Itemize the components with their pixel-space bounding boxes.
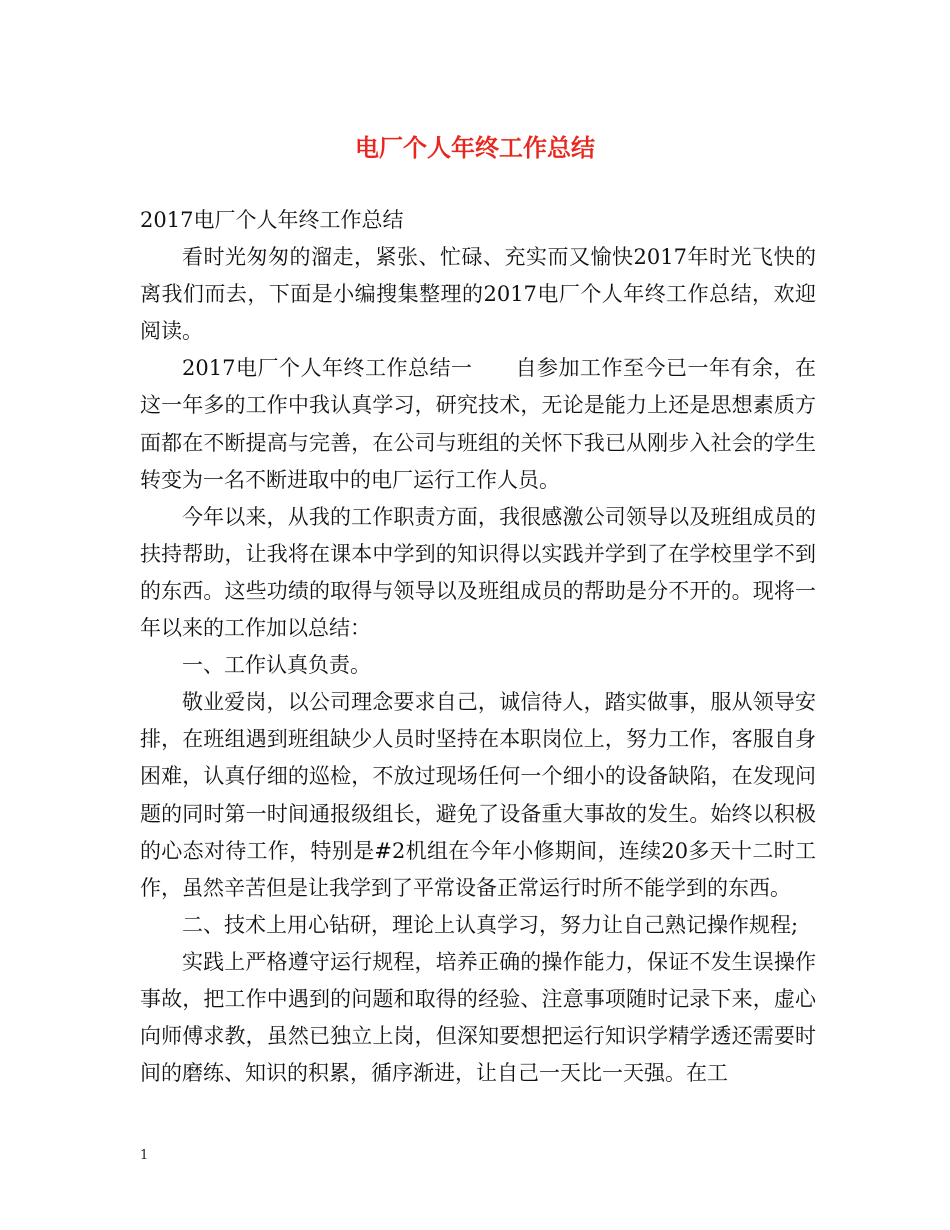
document-body bbox=[140, 202, 816, 1092]
paragraph-summary-one: 2017电厂个人年终工作总结一 自参加工作至今已一年有余，在这一年多的工作中我认真学习，研究技术，无论是能力上还是思想素质方面都在不断提高与完善，在公司与班组的关怀下我已从刚步入社会的学生转变为一名不断进取中的电厂运行工作人员。 bbox=[140, 356, 816, 492]
page-number: 1 bbox=[140, 1148, 149, 1163]
section-heading-one: 一、工作认真负责。 bbox=[182, 653, 371, 678]
paragraph-practice: 实践上严格遵守运行规程，培养正确的操作能力，保证不发生误操作事故，把工作中遇到的问题和取得的经验、注意事项随时记录下来，虚心向师傅求教，虽然已独立上岗，但深知要想把运行知识学精学透还需要时间的磨练、知识的积累，循序渐进，让自己一天比一天强。在工 bbox=[140, 949, 816, 1086]
paragraph-subtitle: 2017电厂个人年终工作总结 bbox=[140, 208, 404, 232]
paragraph-dedication: 敬业爱岗，以公司理念要求自己，诚信待人，踏实做事，服从领导安排，在班组遇到班组缺少人员时坚持在本职岗位上，努力工作，客服自身困难，认真仔细的巡检，不放过现场任何一个细小的设备缺陷，在发现问题的同时第一时间通报级组长，避免了设备重大事故的发生。始终以积极的心态对待工作，特别是#2机组在今年小修期间，连续20多天十二时工作，虽然辛苦但是让我学到了平常设备正常运行时所不能学到的东西。 bbox=[140, 690, 816, 900]
paragraph-intro: 看时光匆匆的溜走，紧张、忙碌、充实而又愉快2017年时光飞快的离我们而去，下面是小编搜集整理的2017电厂个人年终工作总结，欢迎阅读。 bbox=[140, 245, 816, 344]
paragraph-gratitude: 今年以来，从我的工作职责方面，我很感激公司领导以及班组成员的扶持帮助，让我将在课本中学到的知识得以实践并学到了在学校里学不到的东西。这些功绩的取得与领导以及班组成员的帮助是分不开的。现将一年以来的工作加以总结： bbox=[140, 504, 816, 641]
section-heading-two: 二、技术上用心钻研，理论上认真学习，努力让自己熟记操作规程; bbox=[182, 912, 799, 937]
document-title: 电厂个人年终工作总结 bbox=[355, 134, 595, 162]
